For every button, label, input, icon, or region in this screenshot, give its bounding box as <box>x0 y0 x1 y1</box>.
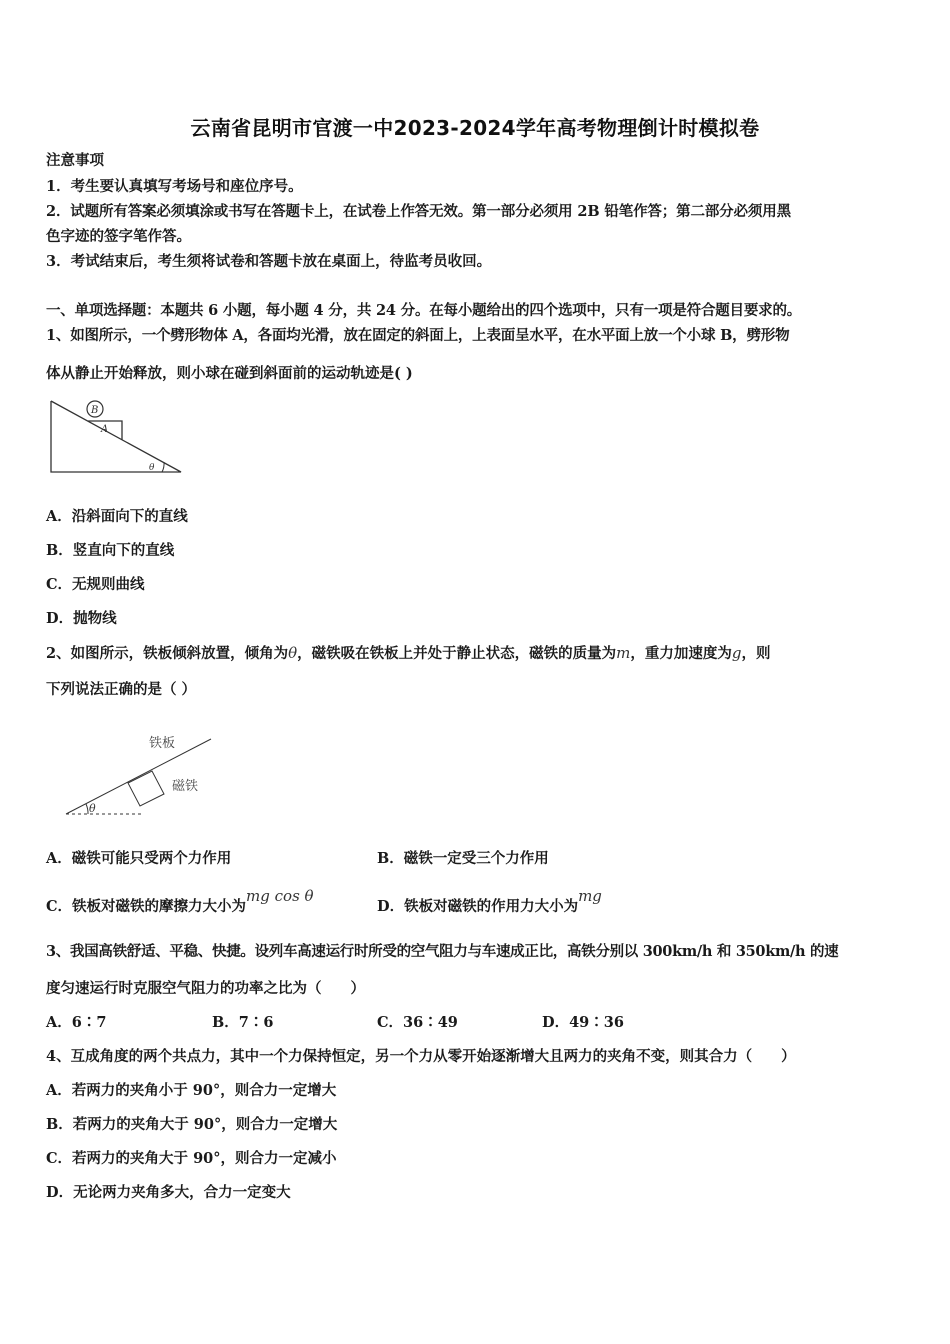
q1-angle-label: θ <box>149 463 155 473</box>
q1-wedge-figure <box>46 398 186 478</box>
q3-option-c: C．36∶49 <box>377 1014 458 1031</box>
q1-option-b: B．竖直向下的直线 <box>46 542 175 559</box>
q1-option-d: D．抛物线 <box>46 610 117 627</box>
q1-option-a: A．沿斜面向下的直线 <box>46 508 188 525</box>
notice-item-1: 1．考生要认真填写考场号和座位序号。 <box>46 178 303 195</box>
q2-plate-figure <box>60 728 220 820</box>
q2-magnet <box>128 771 164 806</box>
q3-option-a: A．6∶7 <box>46 1014 107 1031</box>
q1-stem-line1: 1、如图所示，一个劈形物体 A，各面均光滑，放在固定的斜面上，上表面呈水平，在水平面上放一个小球 B，劈形物 <box>46 327 790 344</box>
notice-heading: 注意事项 <box>46 152 104 169</box>
q2-stem-c: ，重力加速度为 <box>630 645 732 662</box>
q1-option-c: C．无规则曲线 <box>46 576 145 593</box>
q2-mass: m <box>616 644 631 662</box>
q2-option-d-text: D．铁板对磁铁的作用力大小为 <box>377 898 579 915</box>
section-heading: 一、单项选择题：本题共 6 小题，每小题 4 分，共 24 分。在每小题给出的四个选项中，只有一项是符合题目要求的。 <box>46 302 802 319</box>
notice-item-3: 3．考试结束后，考生须将试卷和答题卡放在桌面上，待监考员收回。 <box>46 253 492 270</box>
q2-option-c-math: mg cos θ <box>246 887 314 905</box>
q3-stem-line1: 3、我国高铁舒适、平稳、快捷。设列车高速运行时所受的空气阻力与车速成正比，高铁分别以 300km/h 和 350km/h 的速 <box>46 943 839 960</box>
q2-option-d-math: mg <box>578 887 602 905</box>
q2-theta: θ <box>288 644 298 662</box>
q3-option-b: B．7∶6 <box>212 1014 274 1031</box>
q1-wedge-label: A <box>101 424 109 435</box>
q2-option-c <box>46 887 314 917</box>
q2-stem-d: ，则 <box>741 645 771 662</box>
q1-ball-label: B <box>91 405 99 416</box>
q2-magnet-label: 磁铁 <box>172 779 199 794</box>
q2-option-d <box>377 887 602 917</box>
q2-stem-b: ，磁铁吸在铁板上并处于静止状态，磁铁的质量为 <box>297 645 617 662</box>
q2-stem-line2: 下列说法正确的是（ ） <box>46 681 197 698</box>
q4-option-c: C．若两力的夹角大于 90°，则合力一定减小 <box>46 1150 337 1167</box>
q2-plate-label: 铁板 <box>149 736 176 751</box>
page-title: 云南省昆明市官渡一中2023-2024学年高考物理倒计时模拟卷 <box>190 116 760 140</box>
notice-item-2: 2．试题所有答案必须填涂或书写在答题卡上，在试卷上作答无效。第一部分必须用 2B 铅笔作答；第二部分必须用黑 <box>46 203 791 220</box>
q4-option-a: A．若两力的夹角小于 90°，则合力一定增大 <box>46 1082 337 1099</box>
q4-stem: 4、互成角度的两个共点力，其中一个力保持恒定，另一个力从零开始逐渐增大且两力的夹角不变，则其合力（ ） <box>46 1048 796 1065</box>
q4-option-d: D．无论两力夹角多大，合力一定变大 <box>46 1184 291 1201</box>
q4-option-b: B．若两力的夹角大于 90°，则合力一定增大 <box>46 1116 338 1133</box>
q2-angle-label: θ <box>89 802 96 815</box>
q2-stem-a: 2、如图所示，铁板倾斜放置，倾角为 <box>46 645 289 662</box>
notice-item-2-cont: 色字迹的签字笔作答。 <box>46 228 191 245</box>
q2-gravity: g <box>731 644 742 662</box>
q1-stem-line2: 体从静止开始释放，则小球在碰到斜面前的运动轨迹是( ) <box>46 365 413 382</box>
q2-option-b: B．磁铁一定受三个力作用 <box>377 850 549 867</box>
q3-option-d: D．49∶36 <box>542 1014 624 1031</box>
q2-stem-line1 <box>46 643 770 664</box>
q2-option-a: A．磁铁可能只受两个力作用 <box>46 850 232 867</box>
q3-stem-line2: 度匀速运行时克服空气阻力的功率之比为（ ） <box>46 980 365 997</box>
q2-option-c-text: C．铁板对磁铁的摩擦力大小为 <box>46 898 247 915</box>
